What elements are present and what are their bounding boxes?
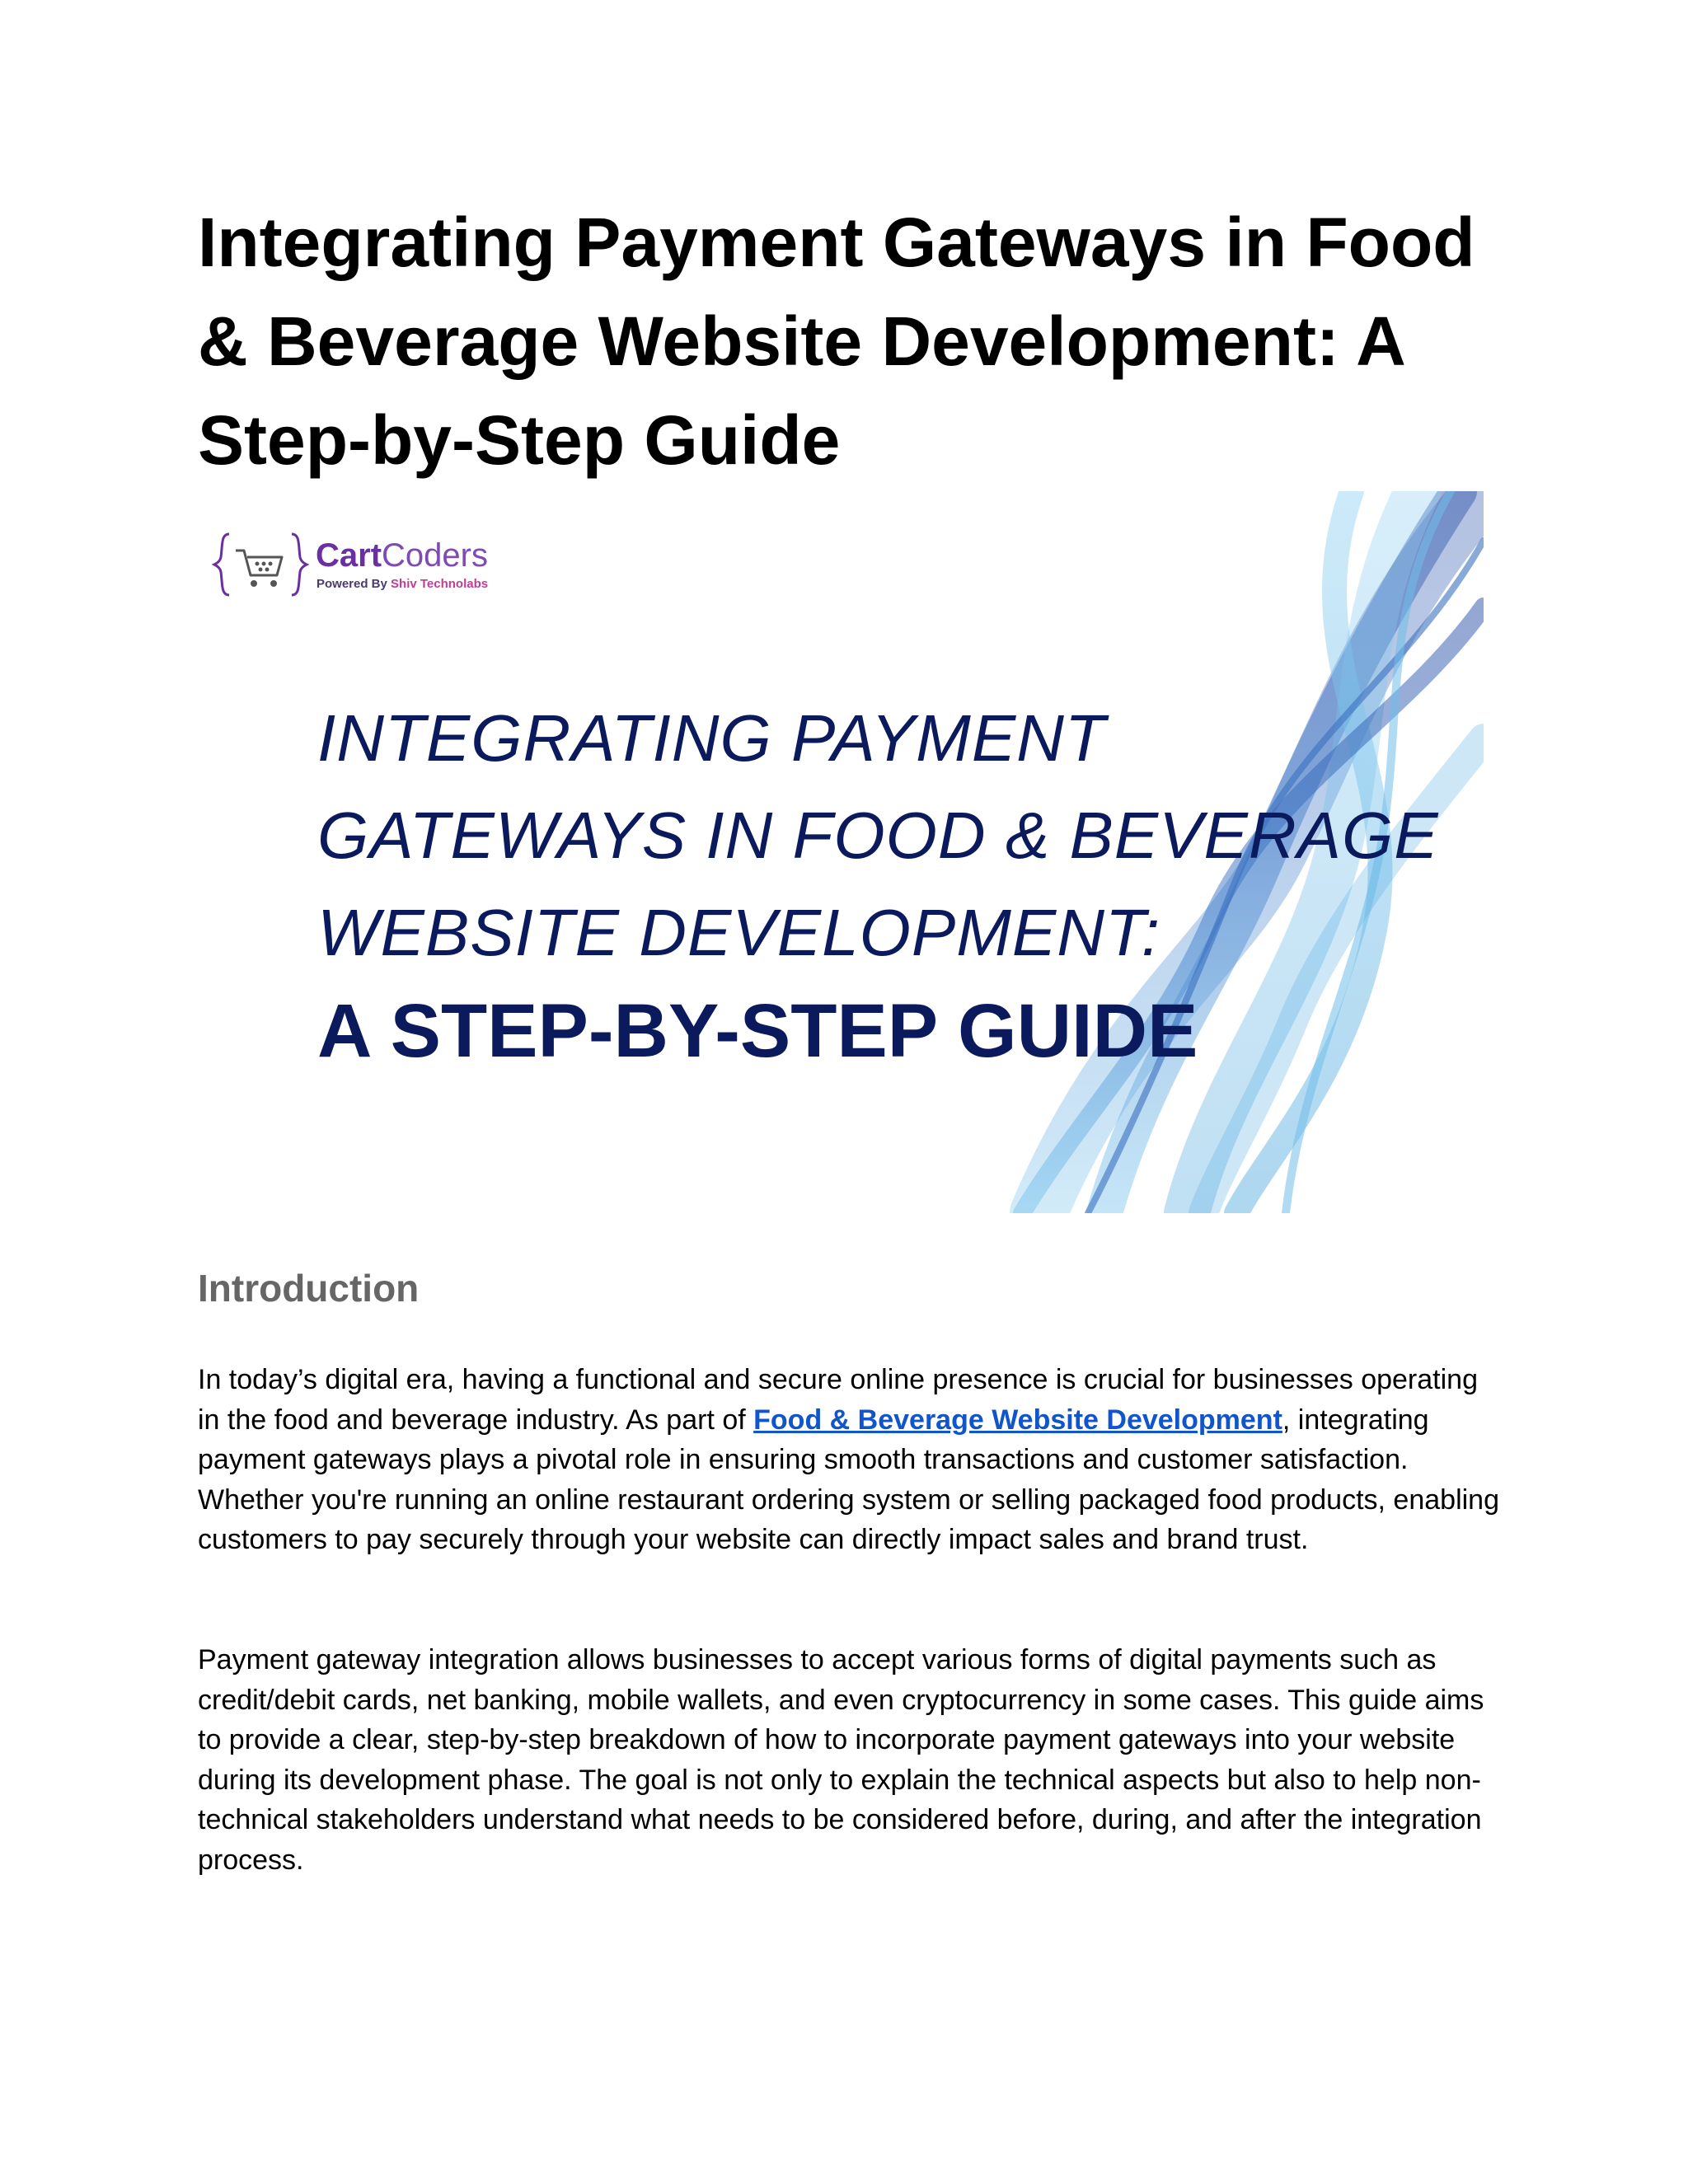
banner-headline-strong: A STEP-BY-STEP GUIDE [317,989,1198,1073]
banner-headline-line-3: WEBSITE DEVELOPMENT: [317,896,1161,969]
logo-tagline [316,577,488,591]
logo-tagline-accent: Shiv Technolabs [391,577,489,591]
food-beverage-website-development-link[interactable]: Food & Beverage Website Development [753,1404,1282,1436]
hero-banner-image [198,491,1484,1213]
intro-paragraph-1-text-before: In today’s digital era, having a functional and secure online presence is crucial for businesses operating in the food and beverage industry. As part of [198,1364,1478,1436]
cartcoders-logo [211,527,524,602]
logo-brand-name [316,537,488,574]
logo-brand-part1: Cart [316,537,382,574]
logo-tagline-prefix: Powered By [316,577,392,591]
intro-paragraph-2: Payment gateway integration allows businesses to accept various forms of digital payments such as credit/debit cards, net banking, mobile wallets, and even cryptocurrency in some cases. This guide aims to provide a clear, step-by-step breakdown of how to incorporate payment gateways into your website during its development phase. The goal is not only to explain the technical aspects but also to help non-technical stakeholders understand what needs to be considered before, during, and after the integration process. [198,1644,1484,1876]
banner-headline-line-2: GATEWAYS IN FOOD & BEVERAGE [317,799,1439,872]
cart-logo-icon [211,527,310,602]
intro-paragraph-1-text-after: , integrating payment gateways plays a pivotal role in ensuring smooth transactions and customer satisfaction. Whether you're running an online restaurant ordering system or selling packaged food products, enabling customers to pay securely through your website can directly impact sales and brand trust. [198,1404,1499,1555]
banner-headline-line-1: INTEGRATING PAYMENT [317,701,1106,775]
page-title: Integrating Payment Gateways in Food & Beverage Website Development: A Step-by-Step Guide [198,204,1475,479]
section-heading-introduction: Introduction [198,1267,420,1310]
intro-paragraph-1 [198,1360,1500,1560]
logo-brand-part2: Coders [382,537,488,574]
